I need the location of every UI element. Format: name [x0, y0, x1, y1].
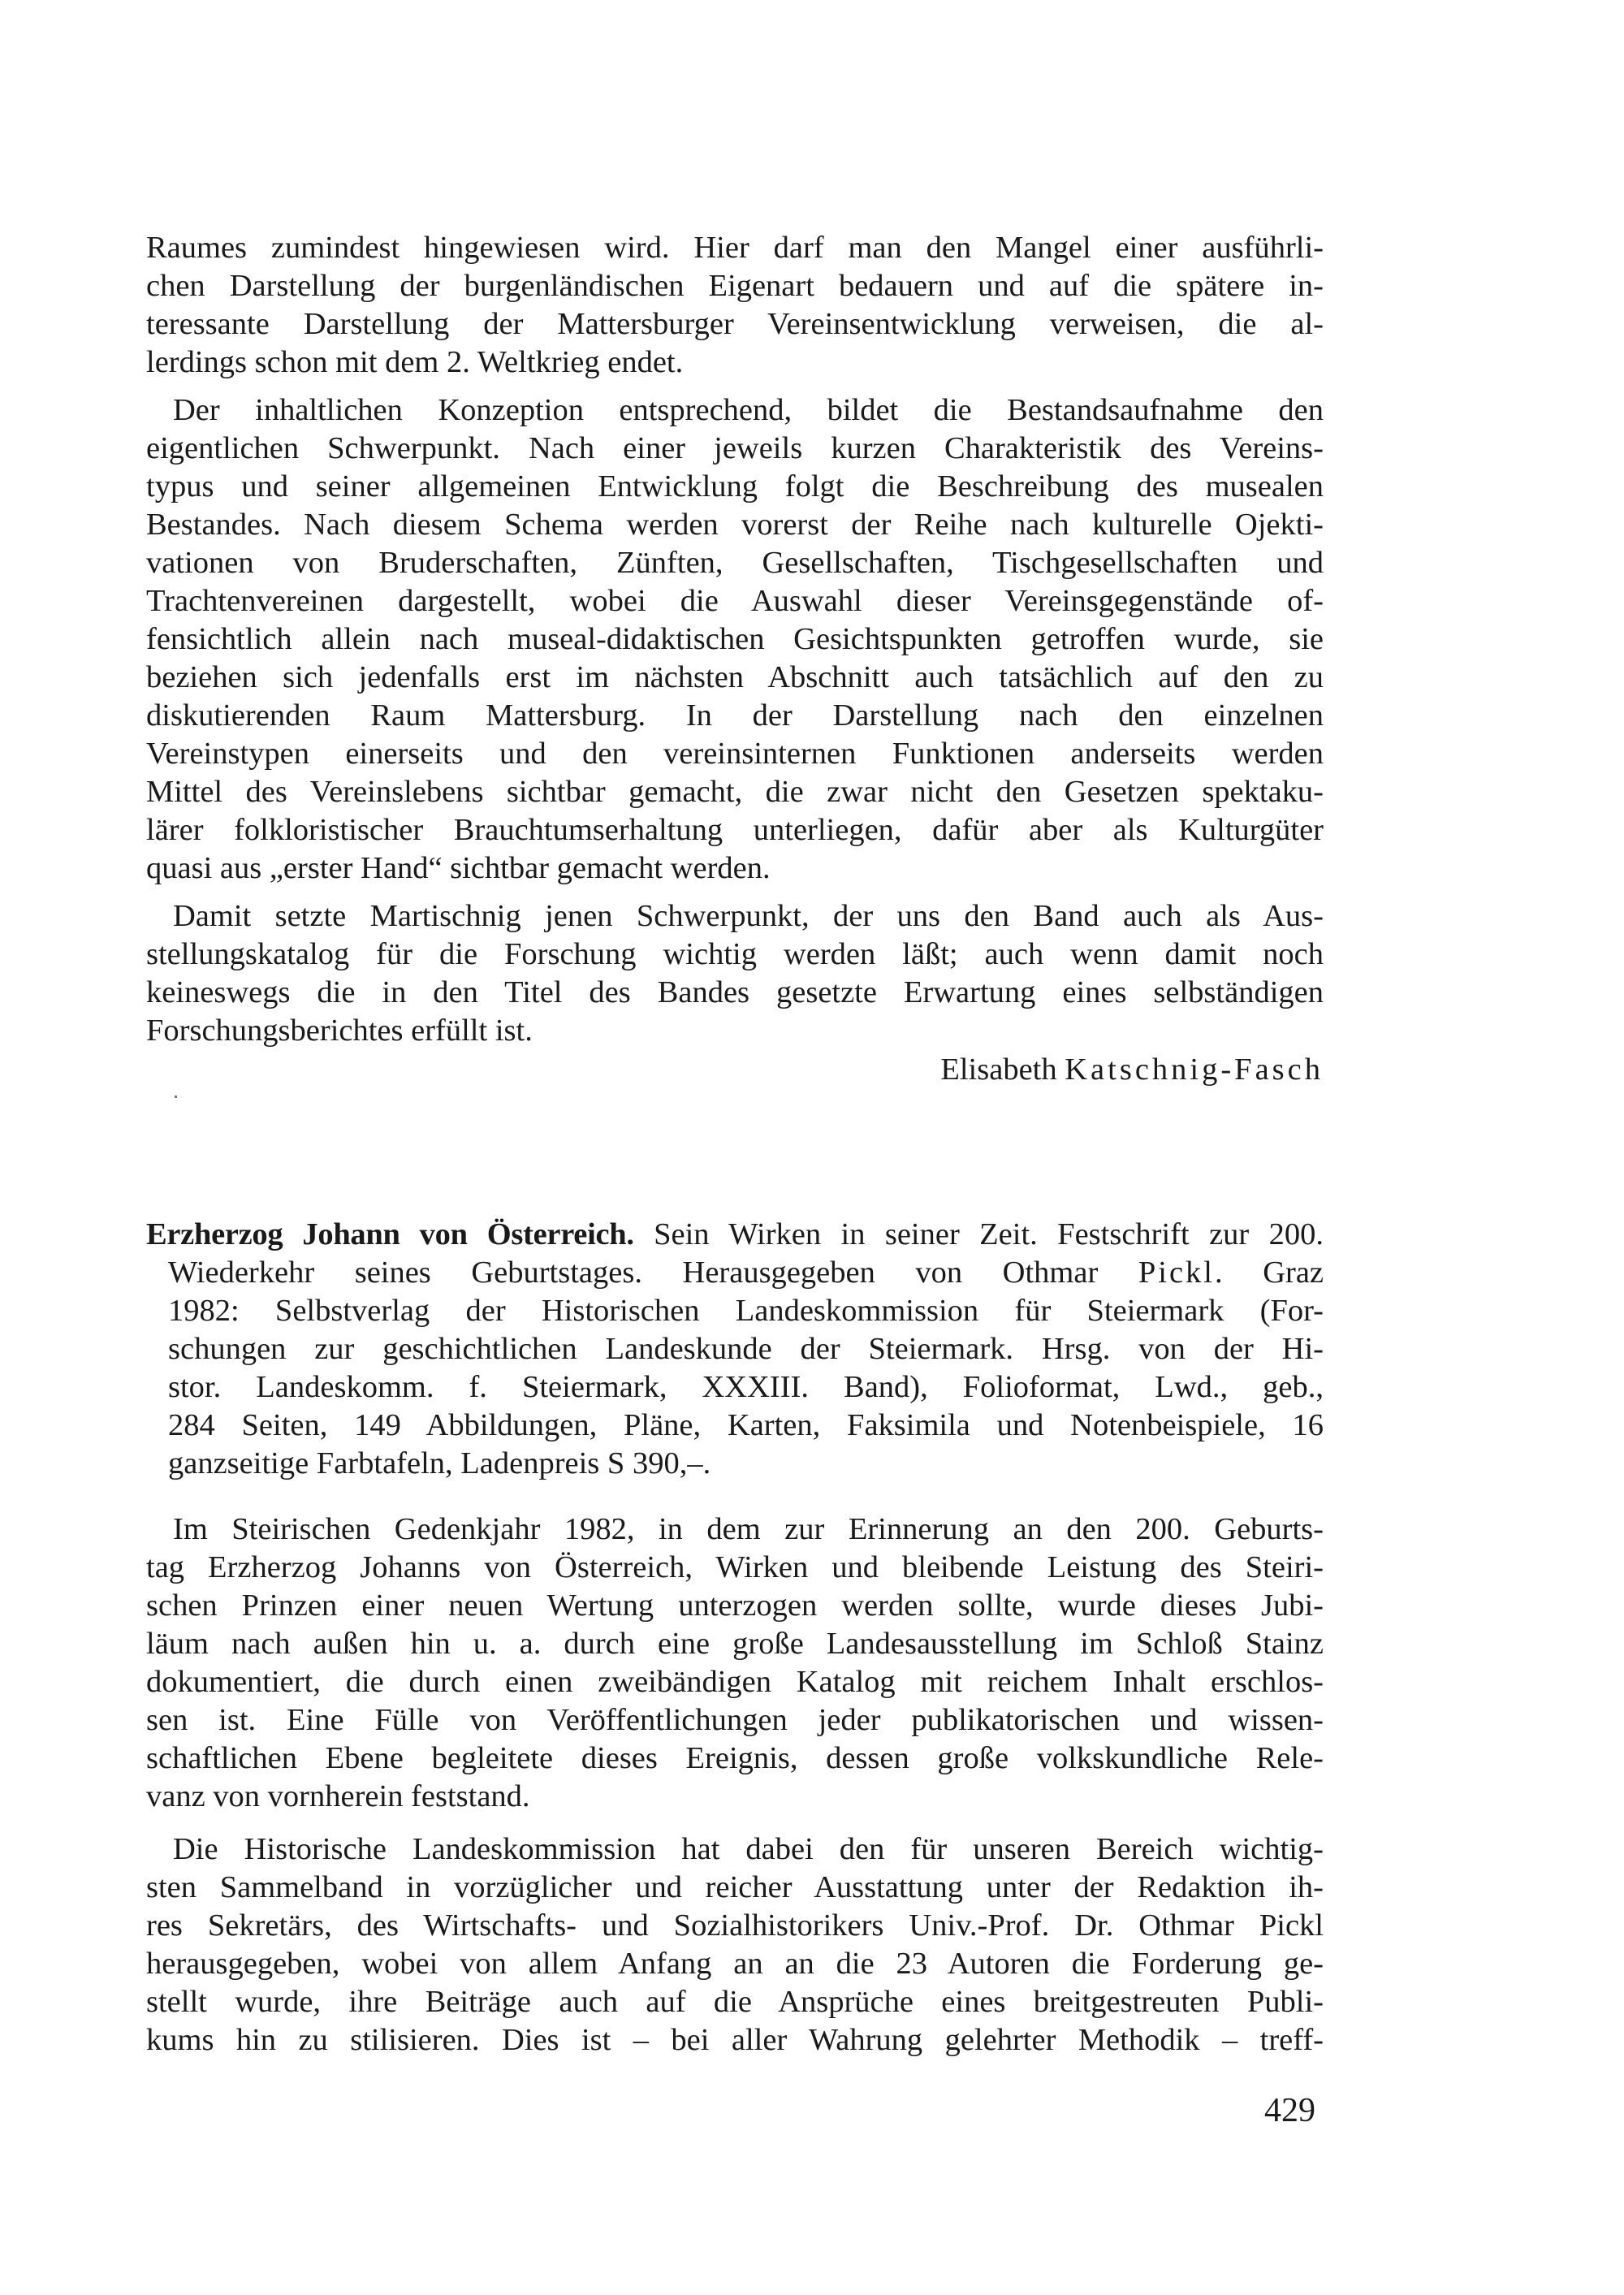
text-line: tag Erzherzog Johanns von Österreich, Wirken und bleibende Leistung des Steiri- — [146, 1550, 1324, 1584]
review-erzherzog-johann — [146, 1216, 1324, 2059]
bibliographic-entry — [146, 1216, 1324, 1483]
paragraph-2 — [146, 1830, 1324, 2059]
text-line: diskutierenden Raum Mattersburg. In der Darstellung nach den einzelnen — [146, 698, 1324, 733]
text-line: vanz von vornherein feststand. — [146, 1779, 530, 1813]
reviewer-signature — [940, 1051, 1324, 1089]
text-line: stellungskatalog für die Forschung wichtig werden läßt; auch wenn damit noch — [146, 937, 1324, 971]
text-line: stor. Landeskomm. f. Steiermark, XXXIII. Band), Folioformat, Lwd., geb., — [168, 1370, 1324, 1404]
text-line: läum nach außen hin u. a. durch eine große Landesausstellung im Schloß Stainz — [146, 1627, 1324, 1661]
text-line: Forschungsberichtes erfüllt ist. — [146, 1014, 533, 1048]
text-line: fensichtlich allein nach museal-didaktischen Gesichtspunkten getroffen wurde, sie — [146, 622, 1324, 656]
text-line: Raumes zumindest hingewiesen wird. Hier darf man den Mangel einer ausführli- — [146, 231, 1324, 265]
text-line: Trachtenvereinen dargestellt, wobei die Auswahl dieser Vereinsgegenstände of- — [146, 584, 1324, 618]
text-line: lerdings schon mit dem 2. Weltkrieg endet. — [146, 345, 684, 379]
text-line: Mittel des Vereinslebens sichtbar gemacht, die zwar nicht den Gesetzen spektaku- — [146, 775, 1324, 809]
text-line: herausgegeben, wobei von allem Anfang an an die 23 Autoren die Forderung ge- — [146, 1947, 1324, 1981]
text-line: vationen von Bruderschaften, Zünften, Gesellschaften, Tischgesellschaften und — [146, 546, 1324, 580]
text-line: 1982: Selbstverlag der Historischen Landeskommission für Steiermark (For- — [168, 1294, 1324, 1328]
text-line: lärer folkloristischer Brauchtumserhaltung unterliegen, dafür aber als Kulturgüter — [146, 813, 1324, 847]
book-subtitle: Sein Wirken in seiner Zeit. Festschrift zur 200. — [633, 1217, 1324, 1251]
book-page — [146, 0, 1324, 2295]
text-line: sen ist. Eine Fülle von Veröffentlichungen jeder publikatorischen und wissen- — [146, 1703, 1324, 1737]
text-line: Damit setzte Martischnig jenen Schwerpunkt, der uns den Band auch als Aus- — [173, 899, 1324, 933]
paragraph-3 — [146, 897, 1324, 1050]
review-martischnig-continuation — [146, 229, 1324, 1050]
text-line: Bestandes. Nach diesem Schema werden vorerst der Reihe nach kulturelle Ojekti- — [146, 508, 1324, 542]
text-line: 284 Seiten, 149 Abbildungen, Pläne, Karten, Faksimila und Notenbeispiele, 16 — [168, 1408, 1324, 1442]
text-line: Vereinstypen einerseits und den vereinsinternen Funktionen anderseits werden — [146, 737, 1324, 771]
text-line: ganzseitige Farbtafeln, Ladenpreis S 390,–. — [168, 1446, 711, 1480]
text-line: beziehen sich jedenfalls erst im nächsten Abschnitt auch tatsächlich auf den zu — [146, 660, 1324, 694]
book-title: Erzherzog Johann von Österreich. — [146, 1217, 634, 1251]
text-line: Die Historische Landeskommission hat dabei den für unseren Bereich wichtig- — [173, 1832, 1324, 1866]
text-line: teressante Darstellung der Mattersburger Vereinsentwicklung verweisen, die al- — [146, 307, 1324, 341]
reviewer-surname: Katschnig-Fasch — [1065, 1052, 1324, 1087]
editor-name: Pickl — [1138, 1256, 1216, 1290]
text-line: quasi aus „erster Hand“ sichtbar gemacht werden. — [146, 851, 771, 885]
text-line: schen Prinzen einer neuen Wertung unterzogen werden sollte, wurde dieses Jubi- — [146, 1588, 1324, 1623]
text-line — [146, 1216, 1324, 1254]
text-line: schungen zur geschichtlichen Landeskunde der Steiermark. Hrsg. von der Hi- — [168, 1332, 1324, 1366]
text-line: typus und seiner allgemeinen Entwicklung folgt die Beschreibung des musealen — [146, 469, 1324, 504]
text-line: sten Sammelband in vorzüglicher und reicher Ausstattung unter der Redaktion ih- — [146, 1870, 1324, 1904]
text-line: keineswegs die in den Titel des Bandes gesetzte Erwartung eines selbständigen — [146, 975, 1324, 1009]
text-line: kums hin zu stilisieren. Dies ist – bei aller Wahrung gelehrter Methodik – treff- — [146, 2023, 1324, 2057]
page-number: 429 — [1264, 2092, 1315, 2129]
paragraph-2 — [146, 391, 1324, 888]
text-line: Wiederkehr seines Geburtstages. Herausgegeben von Othmar Pickl. Graz — [168, 1256, 1324, 1290]
scan-speck — [175, 1096, 177, 1098]
text-line: chen Darstellung der burgenländischen Eigenart bedauern und auf die spätere in- — [146, 269, 1324, 303]
text-line: eigentlichen Schwerpunkt. Nach einer jeweils kurzen Charakteristik des Vereins- — [146, 431, 1324, 465]
text-line: dokumentiert, die durch einen zweibändigen Katalog mit reichem Inhalt erschlos- — [146, 1665, 1324, 1699]
text-line: schaftlichen Ebene begleitete dieses Ereignis, dessen große volkskundliche Rele- — [146, 1741, 1324, 1775]
paragraph-1 — [146, 229, 1324, 382]
paragraph-1 — [146, 1511, 1324, 1816]
text-line: Der inhaltlichen Konzeption entsprechend, bildet die Bestandsaufnahme den — [173, 393, 1324, 427]
reviewer-first-name: Elisabeth — [940, 1052, 1057, 1087]
text-line: stellt wurde, ihre Beiträge auch auf die Ansprüche eines breitgestreuten Publi- — [146, 1985, 1324, 2019]
text-line: Im Steirischen Gedenkjahr 1982, in dem zur Erinnerung an den 200. Geburts- — [173, 1512, 1324, 1546]
text-line: res Sekretärs, des Wirtschafts- und Sozialhistorikers Univ.-Prof. Dr. Othmar Pickl — [146, 1908, 1324, 1943]
